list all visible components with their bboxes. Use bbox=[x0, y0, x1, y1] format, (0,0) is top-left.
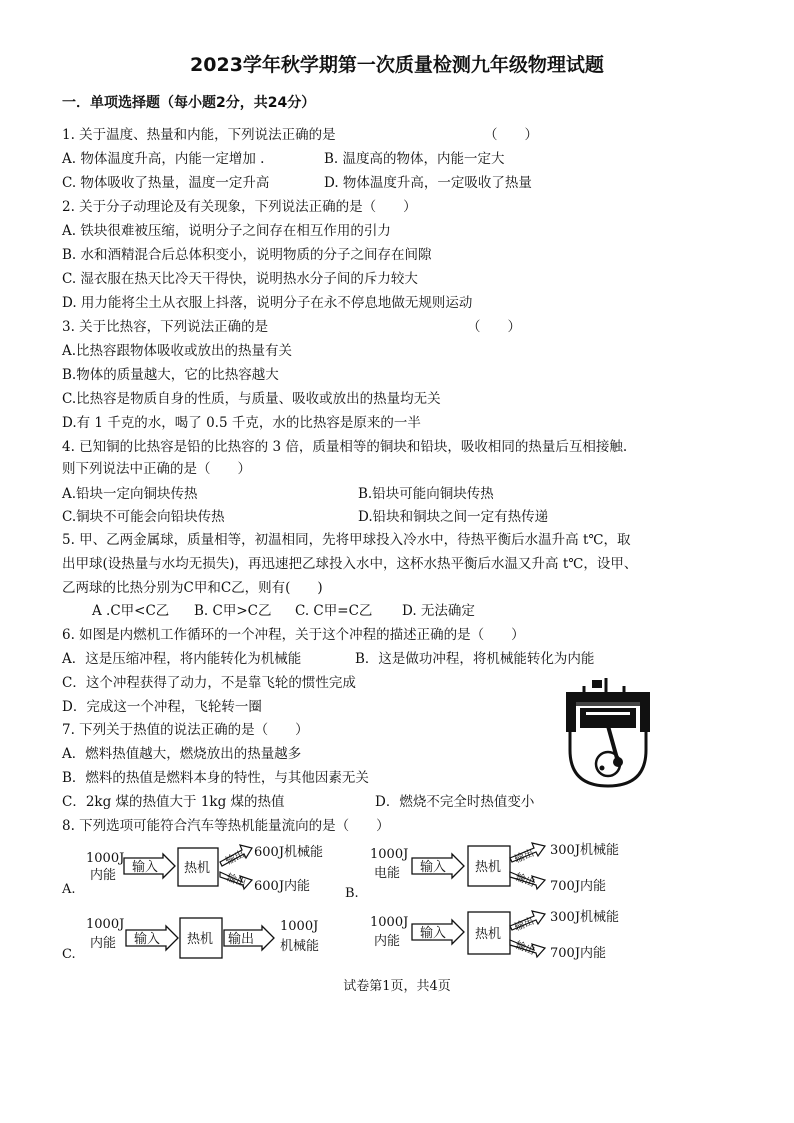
q8-d-input-label: 输入 bbox=[420, 926, 447, 941]
q8-a-output-2: 600J内能 bbox=[254, 879, 311, 894]
q8-d-output-2: 700J内能 bbox=[550, 946, 607, 961]
q8-a-output-label-2: 输出 bbox=[224, 872, 248, 890]
q8-d-output-label-2: 输出 bbox=[513, 939, 537, 958]
q4-option-c: C.铜块不可能会向铅块传热 bbox=[62, 509, 225, 525]
q4-stem-line2: 则下列说法中正确的是（ ） bbox=[62, 461, 251, 477]
q8-d-output-label-1: 输出 bbox=[513, 915, 536, 934]
q2-stem: 2. 关于分子动理论及有关现象，下列说法正确的是（ ） bbox=[62, 199, 417, 215]
q2-option-d: D. 用力能将尘土从衣服上抖落，说明分子在永不停息地做无规则运动 bbox=[62, 295, 473, 311]
q8-d-source-amount: 1000J bbox=[370, 915, 409, 930]
q5-stem-line2: 出甲球(设热量与水均无损失)，再迅速把乙球投入水中，这杯水热平衡后水温又升高 t℃，设甲、 bbox=[62, 556, 638, 572]
q4-stem-line1: 4. 已知铜的比热容是铅的比热容的 3 倍，质量相等的铜块和铅块，吸收相同的热量后互相接触. bbox=[62, 439, 628, 455]
q7-option-b: B．燃料的热值是燃料本身的特性，与其他因素无关 bbox=[62, 770, 369, 786]
q8-b-output-1: 300J机械能 bbox=[550, 843, 620, 858]
q4-option-a: A.铅块一定向铜块传热 bbox=[62, 486, 198, 502]
q1-stem: 1. 关于温度、热量和内能，下列说法正确的是 bbox=[62, 127, 336, 143]
q8-a-source-type: 内能 bbox=[90, 868, 117, 883]
q8-a-letter: A. bbox=[62, 882, 76, 897]
q8-a-output-1: 600J机械能 bbox=[254, 845, 324, 860]
q3-answer-paren: （ ） bbox=[467, 319, 521, 335]
q8-c-engine-label: 热机 bbox=[187, 932, 214, 947]
q3-option-b: B.物体的质量越大，它的比热容越大 bbox=[62, 367, 279, 383]
q6-option-b: B．这是做功冲程，将机械能转化为内能 bbox=[355, 651, 595, 667]
q8-a-output-label-1: 输出 bbox=[223, 848, 247, 868]
q5-stem-line3: 乙两球的比热分别为C甲和C乙，则有( ) bbox=[62, 580, 323, 596]
q8-b-engine-label: 热机 bbox=[475, 860, 502, 875]
q8-d-source-type: 内能 bbox=[374, 934, 401, 949]
q8-b-letter: B. bbox=[345, 886, 359, 901]
q8-c-source-type: 内能 bbox=[90, 936, 117, 951]
page-footer: 试卷第1页，共4页 bbox=[343, 979, 451, 994]
q8-b-output-label-1: 输出 bbox=[513, 847, 536, 866]
q3-option-a: A.比热容跟物体吸收或放出的热量有关 bbox=[62, 343, 293, 359]
q8-d-engine-label: 热机 bbox=[475, 927, 502, 942]
q8-b-input-label: 输入 bbox=[420, 860, 447, 875]
q8-c-input-label: 输入 bbox=[134, 932, 161, 947]
q5-option-c: C. C甲=C乙 bbox=[295, 603, 373, 619]
q5-option-b: B. C甲>C乙 bbox=[194, 603, 272, 619]
q3-stem: 3. 关于比热容，下列说法正确的是 bbox=[62, 319, 269, 335]
q7-option-a: A．燃料热值越大，燃烧放出的热量越多 bbox=[62, 746, 302, 762]
q4-option-b: B.铅块可能向铜块传热 bbox=[358, 486, 494, 502]
q8-b-output-label-2: 输出 bbox=[513, 871, 537, 890]
q8-c-output-2: 机械能 bbox=[280, 939, 320, 954]
q8-diagram-b bbox=[345, 842, 619, 901]
q3-option-c: C.比热容是物质自身的性质，与质量、吸收或放出的热量均无关 bbox=[62, 391, 441, 407]
q1-option-a: A. 物体温度升高，内能一定增加 . bbox=[62, 151, 265, 167]
q8-a-source-amount: 1000J bbox=[86, 851, 125, 866]
q8-diagram-c bbox=[62, 917, 319, 962]
q8-b-output-2: 700J内能 bbox=[550, 879, 607, 894]
q5-option-a: A .C甲<C乙 bbox=[92, 603, 170, 619]
q1-answer-paren: （ ） bbox=[484, 127, 538, 143]
q8-c-letter: C. bbox=[62, 947, 76, 962]
q7-stem: 7. 下列关于热值的说法正确的是（ ） bbox=[62, 722, 309, 738]
q2-option-a: A. 铁块很难被压缩，说明分子之间存在相互作用的引力 bbox=[62, 223, 391, 239]
q6-stem: 6. 如图是内燃机工作循环的一个冲程，关于这个冲程的描述正确的是（ ） bbox=[62, 627, 525, 643]
q4-option-d: D.铅块和铜块之间一定有热传递 bbox=[358, 509, 549, 525]
q8-d-output-1: 300J机械能 bbox=[550, 910, 620, 925]
q8-b-source-type: 电能 bbox=[374, 866, 401, 881]
q8-diagram-a bbox=[61, 844, 323, 897]
q8-stem: 8. 下列选项可能符合汽车等热机能量流向的是（ ） bbox=[62, 818, 390, 834]
q1-option-d: D. 物体温度升高，一定吸收了热量 bbox=[324, 175, 532, 191]
q3-option-d: D.有 1 千克的水，喝了 0.5 千克，水的比热容是原来的一半 bbox=[62, 415, 421, 431]
q5-stem-line1: 5. 甲、乙两金属球，质量相等，初温相同，先将甲球投入冷水中，待热平衡后水温升高 t℃，取 bbox=[62, 532, 631, 548]
q2-option-c: C. 湿衣服在热天比冷天干得快，说明热水分子间的斥力较大 bbox=[62, 271, 418, 287]
q8-a-engine-label: 热机 bbox=[184, 861, 211, 876]
q6-option-c: C．这个冲程获得了动力，不是靠飞轮的惯性完成 bbox=[62, 675, 356, 691]
q8-c-output-1: 1000J bbox=[280, 919, 319, 934]
q6-option-d: D．完成这一个冲程，飞轮转一圈 bbox=[62, 699, 262, 715]
q6-option-a: A．这是压缩冲程，将内能转化为机械能 bbox=[62, 651, 302, 667]
q2-option-b: B. 水和酒精混合后总体积变小，说明物质的分子之间存在间隙 bbox=[62, 247, 432, 263]
q8-c-output-label: 输出 bbox=[228, 932, 255, 947]
q5-option-d: D. 无法确定 bbox=[402, 603, 475, 619]
q1-option-b: B. 温度高的物体，内能一定大 bbox=[324, 151, 505, 167]
q8-diagram-d bbox=[370, 909, 619, 961]
q7-option-d: D．燃烧不完全时热值变小 bbox=[375, 794, 535, 810]
q1-option-c: C. 物体吸收了热量，温度一定升高 bbox=[62, 175, 270, 191]
section-heading: 一．单项选择题（每小题2分，共24分） bbox=[62, 95, 316, 111]
page-title: 2023学年秋学期第一次质量检测九年级物理试题 bbox=[190, 54, 604, 76]
q8-b-source-amount: 1000J bbox=[370, 847, 409, 862]
q8-a-input-label: 输入 bbox=[132, 860, 159, 875]
q8-c-source-amount: 1000J bbox=[86, 917, 125, 932]
q7-option-c: C．2kg 煤的热值大于 1kg 煤的热值 bbox=[62, 794, 285, 810]
